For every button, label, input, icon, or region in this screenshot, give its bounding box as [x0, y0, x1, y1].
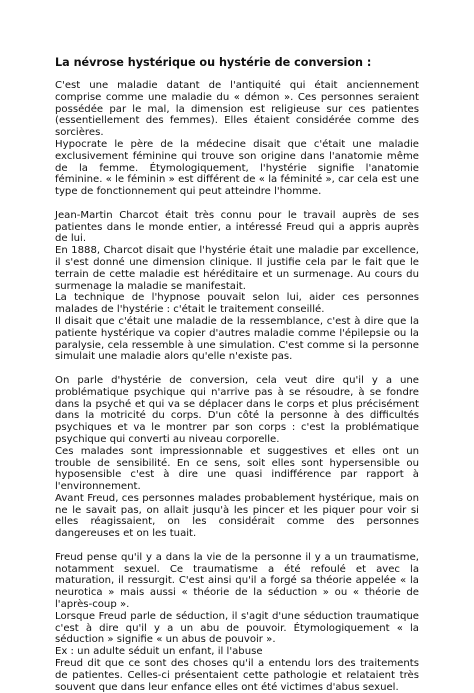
paragraph-exemple: Ex : un adulte séduit un enfant, il l'abuse	[55, 646, 263, 658]
paragraph-1888: En 1888, Charcot disait que l'hystérie était une maladie par excellence, il s'est donné une dimension clinique. Il justifie cela par le fait que le terrain de cette maladie est héréditaire et un surmenage. Au cours du surmenage la maladie se manifestait.	[55, 245, 419, 292]
paragraph-avant-freud: Avant Freud, ces personnes malades probablement hystérique, mais on ne le savait pas, on allait jusqu'à les pincer et les piquer pour voir si elles réagissaient, on les considérait comme des personnes dangereuses et on les tuait.	[55, 492, 419, 540]
paragraph-seduction: Lorsque Freud parle de séduction, il s'agit d'une séduction traumatique c'est à dire qu'il y a un abu de pouvoir. Étymologiquement « la séduction » signifie « un abus de pouvoir ».	[55, 610, 419, 646]
document-body	[55, 80, 419, 693]
paragraph-freud-traumatisme: Freud pense qu'il y a dans la vie de la personne il y a un traumatisme, notamment sexuel. Ce traumatisme a été refoulé et avec la maturation, il ressurgit. C'est ainsi qu'il a forgé sa théorie appelée « la neurotica » mais aussi « théorie de la séduction » ou « théorie de l'après-coup ».	[55, 551, 419, 611]
paragraph-conversion: On parle d'hystérie de conversion, cela veut dire qu'il y a une problématique psychique qui n'arrive pas à se résoudre, à se fondre dans la psyché et qui va se déplacer dans le corps et plus précisément dans la motricité du corps. D'un côté la personne à des difficultés psychiques et va le montrer par son corps : c'est la problématique psychique qui converti au niveau corporelle.	[55, 374, 419, 445]
paragraph-patientes: Freud dit que ce sont des choses qu'il a entendu lors des traitements de patientes. Celles-ci présentaient cette pathologie et relataient très souvent que dans leur enfance elles ont été victimes d'abus sexuel.	[55, 658, 419, 693]
paragraph-gap	[55, 363, 419, 375]
paragraph-hypocrate: Hypocrate le père de la médecine disait que c'était une maladie exclusivement féminine qui trouve son origine dans l'anatomie même de la femme. Étymologiquement, l'hystérie signifie l'anatomie féminine. « le féminin » est différent de « la féminité », car cela est une type de fonctionnement qui peut atteindre l'homme.	[55, 138, 419, 198]
document-title: La névrose hystérique ou hystérie de conversion :	[55, 56, 372, 69]
paragraph-hypnose: La technique de l'hypnose pouvait selon lui, aider ces personnes malades de l'hystérie : c'était le traitement conseillé.	[55, 292, 419, 316]
paragraph-gap	[55, 540, 419, 552]
paragraph-antiquity: C'est une maladie datant de l'antiquité qui était anciennement comprise comme une maladie du « démon ». Ces personnes seraient possédée par le mal, la dimension est religieuse sur ces patientes (essentiellement des femmes). Elles étaient considérée comme des sorcières.	[55, 80, 419, 139]
paragraph-gap	[55, 198, 419, 210]
paragraph-charcot: Jean-Martin Charcot était très connu pour le travail auprès de ses patientes dans le monde entier, a intéressé Freud qui a appris auprès de lui.	[55, 209, 419, 245]
paragraph-ressemblance: Il disait que c'était une maladie de la ressemblance, c'est à dire que la patiente hystérique va copier d'autres maladie comme l'épilepsie ou la paralysie, cela ressemble à une simulation. C'est comme si la personne simulait une maladie alors qu'elle n'existe pas.	[55, 315, 419, 363]
paragraph-sensibilite: Ces malades sont impressionnable et suggestives et elles ont un trouble de sensibilité. En ce sens, soit elles sont hypersensible ou hyposensible c'est à dire une quasi indifférence par rapport à l'environnement.	[55, 445, 419, 493]
